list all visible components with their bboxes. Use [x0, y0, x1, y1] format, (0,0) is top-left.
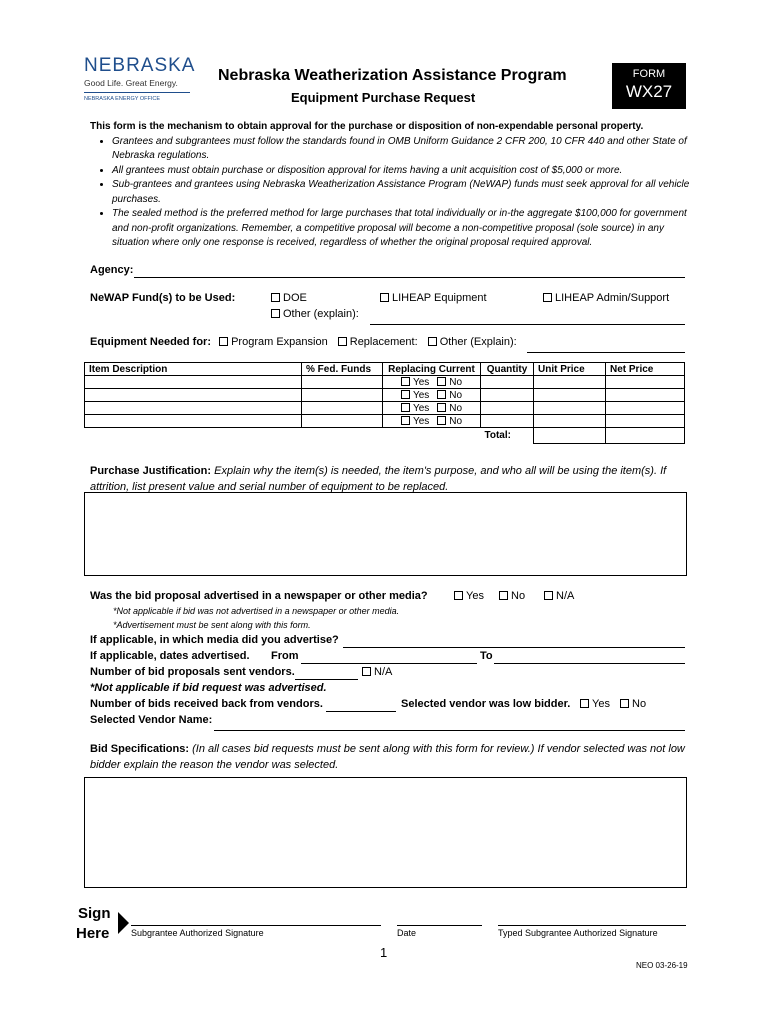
no-checkbox[interactable] [437, 390, 446, 399]
yes-label: Yes [412, 415, 430, 427]
yes-label: Yes [412, 402, 430, 414]
advertised-no-checkbox[interactable] [499, 591, 508, 600]
liheap-admin-checkbox[interactable] [543, 293, 552, 302]
quantity-cell[interactable] [481, 402, 534, 415]
equipment-needed-row [90, 336, 517, 348]
no-label: No [449, 376, 463, 388]
typed-signature-field[interactable] [498, 925, 686, 926]
page-number: 1 [380, 945, 388, 960]
unit-price-cell[interactable] [534, 402, 606, 415]
media-field[interactable] [343, 647, 685, 648]
no-checkbox[interactable] [437, 403, 446, 412]
unit-price-cell[interactable] [534, 415, 606, 428]
intro-bullet: • All grantees must obtain purchase or disposition approval for items having a unit acquisition cost of $5,000 or more. [112, 164, 690, 179]
doe-checkbox[interactable] [271, 293, 280, 302]
agency-logo [84, 56, 196, 106]
justification-text: Explain why the item(s) is needed, the item's purpose, and who all will be using the item(s). If attrition, list present value and serial number of equipment to be replaced. [90, 465, 667, 493]
fund-other-option[interactable] [271, 308, 359, 320]
form-title: Nebraska Weatherization Assistance Program [218, 67, 567, 84]
table-row [85, 389, 685, 402]
bids-sent-na-label: N/A [374, 666, 393, 678]
advertised-note-2: *Advertisement must be sent along with this form. [113, 620, 311, 630]
dates-question: If applicable, dates advertised. [90, 650, 250, 662]
col-quantity: Quantity [481, 363, 534, 376]
fund-liheap-admin-option[interactable] [543, 292, 669, 304]
specs-prompt [90, 741, 685, 773]
unit-price-cell[interactable] [534, 389, 606, 402]
items-table [84, 362, 685, 444]
advertised-na-option[interactable] [544, 590, 574, 602]
intro-bullet: • Sub-grantees and grantees using Nebraska Weatherization Assistance Program (NeWAP) funds must seek approval for all vehicle purchases. [112, 178, 690, 207]
replacing-current-cell [383, 376, 481, 389]
liheap-admin-label: LIHEAP Admin/Support [555, 292, 670, 304]
advertised-na-checkbox[interactable] [544, 591, 553, 600]
form-label: FORM [632, 68, 666, 80]
yes-label: Yes [412, 389, 430, 401]
replacement-label: Replacement: [349, 336, 418, 348]
item-description-cell[interactable] [85, 376, 302, 389]
low-bidder-yes-label: Yes [592, 698, 610, 710]
advertised-no-option[interactable] [499, 590, 525, 602]
table-total-row [85, 428, 685, 444]
advertised-row [90, 590, 428, 602]
justification-label: Purchase Justification: [90, 465, 212, 477]
replacement-checkbox[interactable] [338, 337, 347, 346]
item-description-cell[interactable] [85, 389, 302, 402]
fund-other-label: Other (explain): [283, 308, 359, 320]
bids-sent-field[interactable] [295, 679, 358, 680]
total-net-price-cell[interactable] [606, 428, 685, 444]
form-subtitle: Equipment Purchase Request [291, 90, 476, 105]
no-label: No [449, 402, 463, 414]
quantity-cell[interactable] [481, 389, 534, 402]
media-question: If applicable, in which media did you advertise? [90, 634, 339, 646]
date-caption: Date [397, 928, 417, 938]
fed-funds-cell[interactable] [302, 376, 383, 389]
table-header-row [85, 363, 685, 376]
form-number-box [612, 63, 686, 109]
table-row [85, 415, 685, 428]
low-bidder-yes-checkbox[interactable] [580, 699, 589, 708]
advertised-yes-option[interactable] [454, 590, 484, 602]
advertised-note-1: *Not applicable if bid was not advertised in a newspaper or other media. [113, 606, 400, 616]
authorized-signature-field[interactable] [131, 925, 381, 926]
net-price-cell[interactable] [606, 389, 685, 402]
sign-label: Sign [78, 905, 111, 922]
from-date-field[interactable] [301, 663, 477, 664]
no-checkbox[interactable] [437, 377, 446, 386]
advertised-yes-checkbox[interactable] [454, 591, 463, 600]
fed-funds-cell[interactable] [302, 415, 383, 428]
table-row [85, 376, 685, 389]
fund-other-checkbox[interactable] [271, 309, 280, 318]
program-expansion-label: Program Expansion [231, 336, 328, 348]
intro-section [90, 120, 690, 251]
unit-price-cell[interactable] [534, 376, 606, 389]
intro-lead: This form is the mechanism to obtain approval for the purchase or disposition of non-expendable personal property. [90, 121, 644, 132]
no-label: No [449, 415, 463, 427]
logo-office: NEBRASKA ENERGY OFFICE [84, 96, 161, 102]
equipment-other-checkbox[interactable] [428, 337, 437, 346]
advertised-question: Was the bid proposal advertised in a newspaper or other media? [90, 590, 428, 602]
fed-funds-cell[interactable] [302, 389, 383, 402]
yes-checkbox[interactable] [401, 403, 410, 412]
agency-label: Agency: [90, 264, 134, 276]
intro-bullet: • The sealed method is the preferred method for large purchases that total individually or in-the aggregate $100,000 for government and non-profit organizations. Remember, a competitive proposal will become a non-competitive proposal (sole source) in any situation where only one response is received, regardless of whether the original proposal required approval. [112, 207, 690, 251]
no-checkbox[interactable] [437, 416, 446, 425]
yes-checkbox[interactable] [401, 416, 410, 425]
advertised-yes-label: Yes [466, 590, 484, 602]
bids-sent-note: *Not applicable if bid request was advertised. [90, 682, 327, 694]
bids-received-label: Number of bids received back from vendors. [90, 698, 323, 710]
bids-received-field[interactable] [326, 711, 396, 712]
date-field[interactable] [397, 925, 482, 926]
liheap-equipment-label: LIHEAP Equipment [392, 292, 487, 304]
fund-doe-option[interactable] [271, 292, 307, 304]
yes-label: Yes [412, 376, 430, 388]
no-label: No [449, 389, 463, 401]
equipment-other-label: Other (Explain): [439, 336, 517, 348]
equipment-needed-label: Equipment Needed for: [90, 336, 212, 348]
typed-signature-caption: Typed Subgrantee Authorized Signature [498, 928, 658, 938]
specs-text: (In all cases bid requests must be sent along with this form for review.) If vendor selected was not low bidder explain the reason the vendor was selected. [90, 743, 685, 771]
justification-prompt [90, 463, 685, 495]
item-description-cell[interactable] [85, 415, 302, 428]
doe-label: DOE [283, 292, 307, 304]
vendor-name-field[interactable] [214, 730, 685, 731]
low-bidder-yes-option[interactable] [580, 698, 610, 710]
equipment-other-field[interactable] [527, 352, 685, 353]
total-label: Total: [484, 430, 511, 442]
col-unit-price: Unit Price [534, 363, 606, 376]
liheap-equipment-checkbox[interactable] [380, 293, 389, 302]
bids-sent-na-option[interactable] [362, 666, 392, 678]
specs-label: Bid Specifications: [90, 743, 190, 755]
sign-arrow-icon [118, 912, 129, 934]
here-label: Here [76, 925, 110, 942]
low-bidder-no-checkbox[interactable] [620, 699, 629, 708]
low-bidder-question: Selected vendor was low bidder. [401, 698, 571, 710]
col-fed-funds: % Fed. Funds [302, 363, 383, 376]
agency-field[interactable] [134, 277, 685, 278]
replacing-current-cell [383, 415, 481, 428]
to-date-field[interactable] [494, 663, 685, 664]
form-code: NEO 03-26-19 [636, 961, 688, 970]
logo-wordmark: NEBRASKA [84, 55, 196, 76]
program-expansion-checkbox[interactable] [219, 337, 228, 346]
yes-checkbox[interactable] [401, 390, 410, 399]
net-price-cell[interactable] [606, 376, 685, 389]
low-bidder-no-option[interactable] [620, 698, 646, 710]
quantity-cell[interactable] [481, 376, 534, 389]
fund-liheap-equipment-option[interactable] [380, 292, 487, 304]
fund-other-field[interactable] [370, 324, 685, 325]
funds-label: NeWAP Fund(s) to be Used: [90, 292, 236, 304]
total-unit-price-cell[interactable] [534, 428, 606, 444]
logo-tagline: Good Life. Great Energy. [84, 78, 178, 88]
logo-divider [84, 92, 190, 93]
col-net-price: Net Price [606, 363, 685, 376]
replacing-current-cell [383, 402, 481, 415]
advertised-na-label: N/A [556, 590, 575, 602]
authorized-signature-caption: Subgrantee Authorized Signature [131, 928, 264, 938]
net-price-cell[interactable] [606, 402, 685, 415]
low-bidder-no-label: No [632, 698, 647, 710]
from-label: From [271, 650, 299, 662]
replacing-current-cell [383, 389, 481, 402]
bids-sent-label: Number of bid proposals sent vendors. [90, 666, 295, 678]
net-price-cell[interactable] [606, 415, 685, 428]
quantity-cell[interactable] [481, 415, 534, 428]
intro-bullet: • Grantees and subgrantees must follow the standards found in OMB Uniform Guidance 2 CFR 200, 10 CFR 440 and other State of Nebraska regulations. [112, 135, 690, 164]
justification-textarea[interactable] [84, 492, 687, 576]
bids-sent-na-checkbox[interactable] [362, 667, 371, 676]
to-label: To [480, 650, 493, 662]
fed-funds-cell[interactable] [302, 402, 383, 415]
yes-checkbox[interactable] [401, 377, 410, 386]
col-replacing-current: Replacing Current [383, 363, 481, 376]
table-row [85, 402, 685, 415]
form-number: WX27 [625, 82, 673, 101]
vendor-name-label: Selected Vendor Name: [90, 714, 213, 726]
col-item-description: Item Description [85, 363, 302, 376]
item-description-cell[interactable] [85, 402, 302, 415]
specs-textarea[interactable] [84, 777, 687, 888]
advertised-no-label: No [511, 590, 526, 602]
